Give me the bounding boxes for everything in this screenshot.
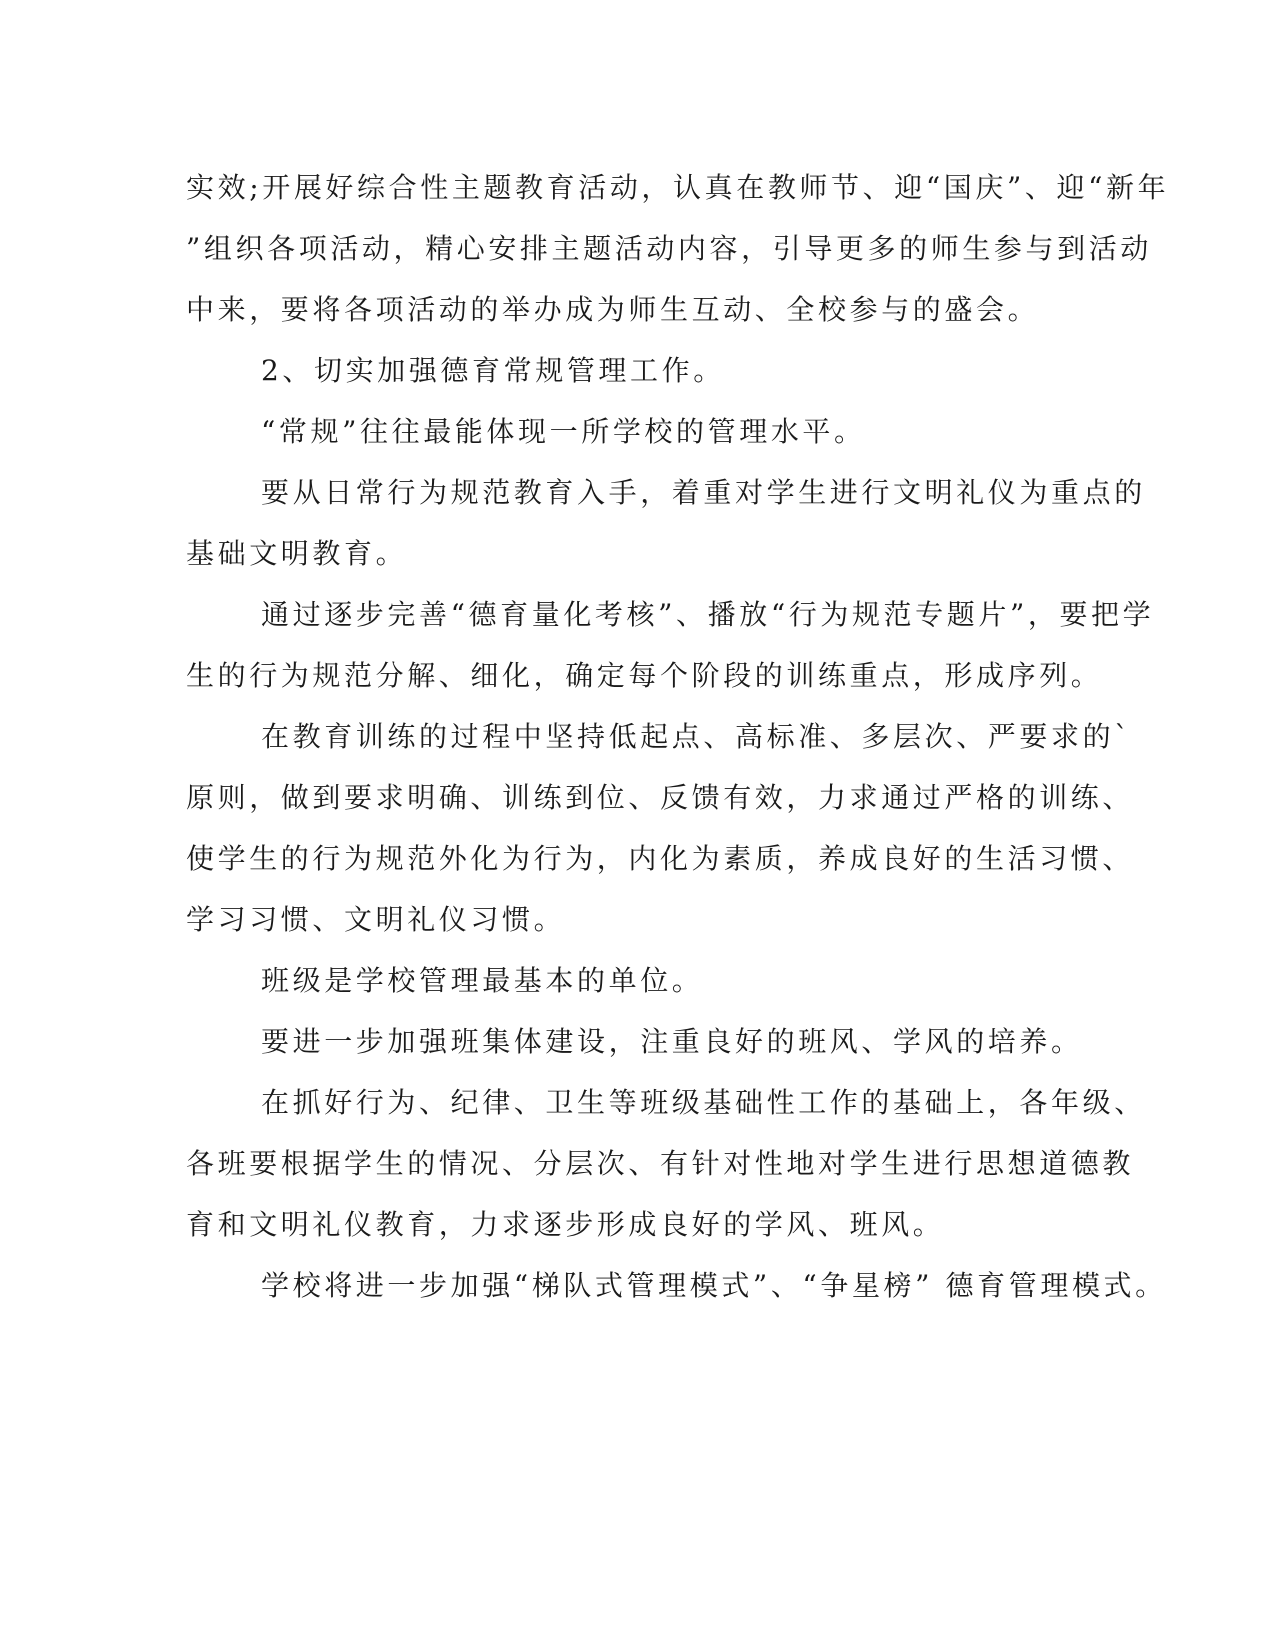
text-line: 使学生的行为规范外化为行为，内化为素质，养成良好的生活习惯、 bbox=[186, 842, 1135, 875]
text-line: 生的行为规范分解、细化，确定每个阶段的训练重点，形成序列。 bbox=[186, 659, 1103, 692]
text-line: ”组织各项活动，精心安排主题活动内容，引导更多的师生参与到活动 bbox=[186, 232, 1152, 265]
text-line: 实效;开展好综合性主题教育活动，认真在教师节、迎“国庆”、迎“新年 bbox=[186, 171, 1170, 204]
text-line: 学习习惯、文明礼仪习惯。 bbox=[186, 903, 566, 936]
text-line: 班级是学校管理最基本的单位。 bbox=[261, 964, 704, 997]
text-line: 通过逐步完善“德育量化考核”、播放“行为规范专题片”，要把学 bbox=[261, 598, 1155, 631]
text-line: 在抓好行为、纪律、卫生等班级基础性工作的基础上，各年级、 bbox=[261, 1086, 1146, 1119]
text-line: 原则，做到要求明确、训练到位、反馈有效，力求通过严格的训练、 bbox=[186, 781, 1135, 814]
text-line: 在教育训练的过程中坚持低起点、高标准、多层次、严要求的` bbox=[261, 720, 1132, 753]
text-line: 基础文明教育。 bbox=[186, 537, 408, 570]
text-line: 2、切实加强德育常规管理工作。 bbox=[261, 354, 725, 387]
text-line: 学校将进一步加强“梯队式管理模式”、“争星榜” 德育管理模式。 bbox=[261, 1269, 1167, 1302]
text-line: 各班要根据学生的情况、分层次、有针对性地对学生进行思想道德教 bbox=[186, 1147, 1135, 1180]
text-line: 要进一步加强班集体建设，注重良好的班风、学风的培养。 bbox=[261, 1025, 1083, 1058]
text-line: 中来，要将各项活动的举办成为师生互动、全校参与的盛会。 bbox=[186, 293, 1040, 326]
text-line: 育和文明礼仪教育，力求逐步形成良好的学风、班风。 bbox=[186, 1208, 945, 1241]
text-line: 要从日常行为规范教育入手，着重对学生进行文明礼仪为重点的 bbox=[261, 476, 1146, 509]
text-line: “常规”往往最能体现一所学校的管理水平。 bbox=[261, 415, 866, 448]
